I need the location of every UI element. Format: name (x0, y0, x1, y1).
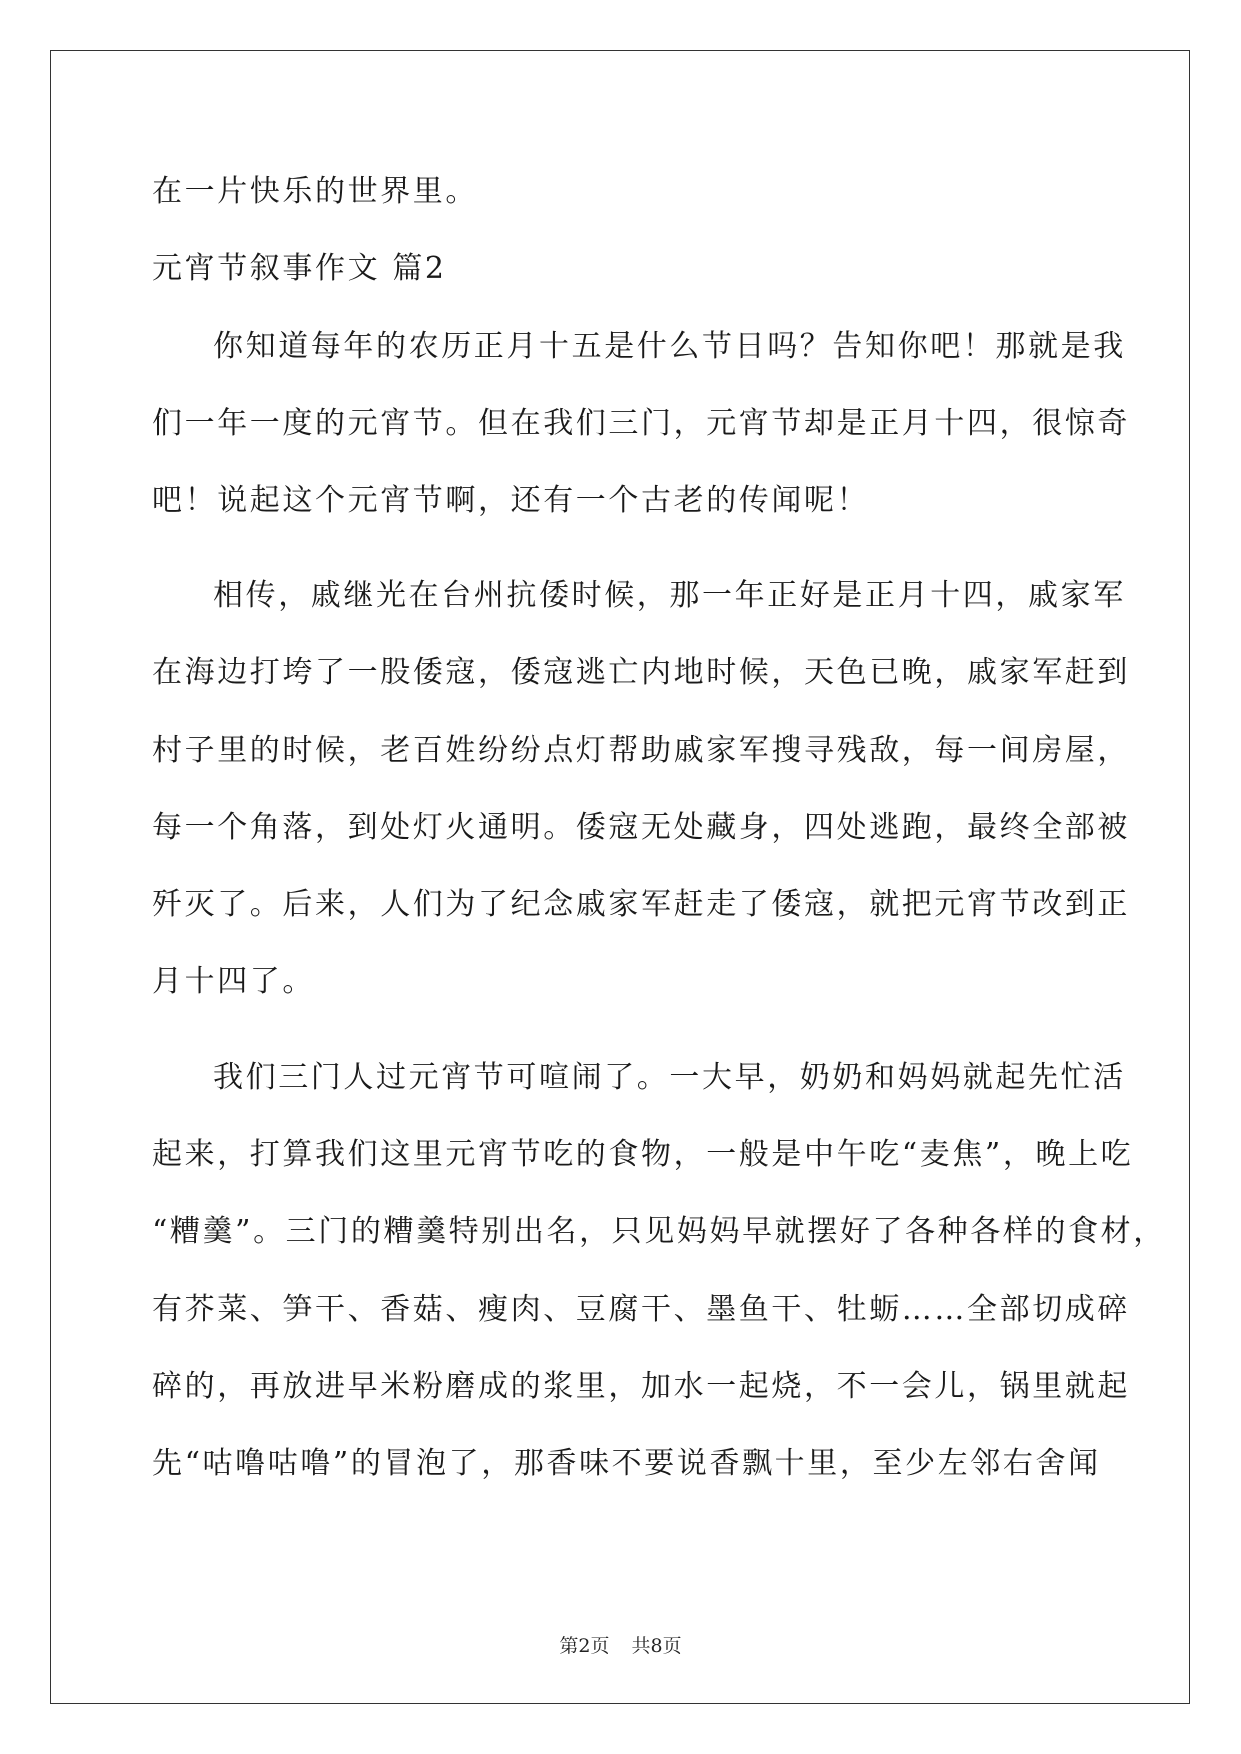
section-heading: 元宵节叙事作文 篇2 (152, 251, 447, 286)
text-line: 有芥菜、笋干、香菇、瘦肉、豆腐干、墨鱼干、牡蛎……全部切成碎 (152, 1292, 1130, 1327)
text-line: 月十四了。 (152, 964, 315, 999)
text-line: 们一年一度的元宵节。但在我们三门，元宵节却是正月十四，很惊奇 (152, 406, 1130, 441)
text-line: 你知道每年的农历正月十五是什么节日吗？告知你吧！那就是我 (213, 329, 1126, 364)
text-line: 在一片快乐的世界里。 (152, 174, 478, 209)
page-total: 共8页 (631, 1635, 682, 1657)
text-line: 村子里的时候，老百姓纷纷点灯帮助戚家军搜寻残敌，每一间房屋， (152, 733, 1130, 768)
page-number: 第2页 (559, 1635, 610, 1657)
text-line: “糟羹”。三门的糟羹特别出名，只见妈妈早就摆好了各种各样的食材， (152, 1214, 1166, 1249)
page-footer (0, 1634, 1241, 1658)
text-line: 起来，打算我们这里元宵节吃的食物，一般是中午吃“麦焦”，晚上吃 (152, 1137, 1134, 1172)
text-line: 我们三门人过元宵节可喧闹了。一大早，奶奶和妈妈就起先忙活 (213, 1060, 1126, 1095)
text-line: 每一个角落，到处灯火通明。倭寇无处藏身，四处逃跑，最终全部被 (152, 810, 1130, 845)
text-line: 碎的，再放进早米粉磨成的浆里，加水一起烧，不一会儿，锅里就起 (152, 1369, 1130, 1404)
text-line: 在海边打垮了一股倭寇，倭寇逃亡内地时候，天色已晚，戚家军赶到 (152, 655, 1130, 690)
text-line: 相传，戚继光在台州抗倭时候，那一年正好是正月十四，戚家军 (213, 578, 1126, 613)
text-line: 吧！说起这个元宵节啊，还有一个古老的传闻呢！ (152, 483, 870, 518)
text-line: 歼灭了。后来，人们为了纪念戚家军赶走了倭寇，就把元宵节改到正 (152, 887, 1130, 922)
text-line: 先“咕噜咕噜”的冒泡了，那香味不要说香飘十里，至少左邻右舍闻 (152, 1446, 1101, 1481)
